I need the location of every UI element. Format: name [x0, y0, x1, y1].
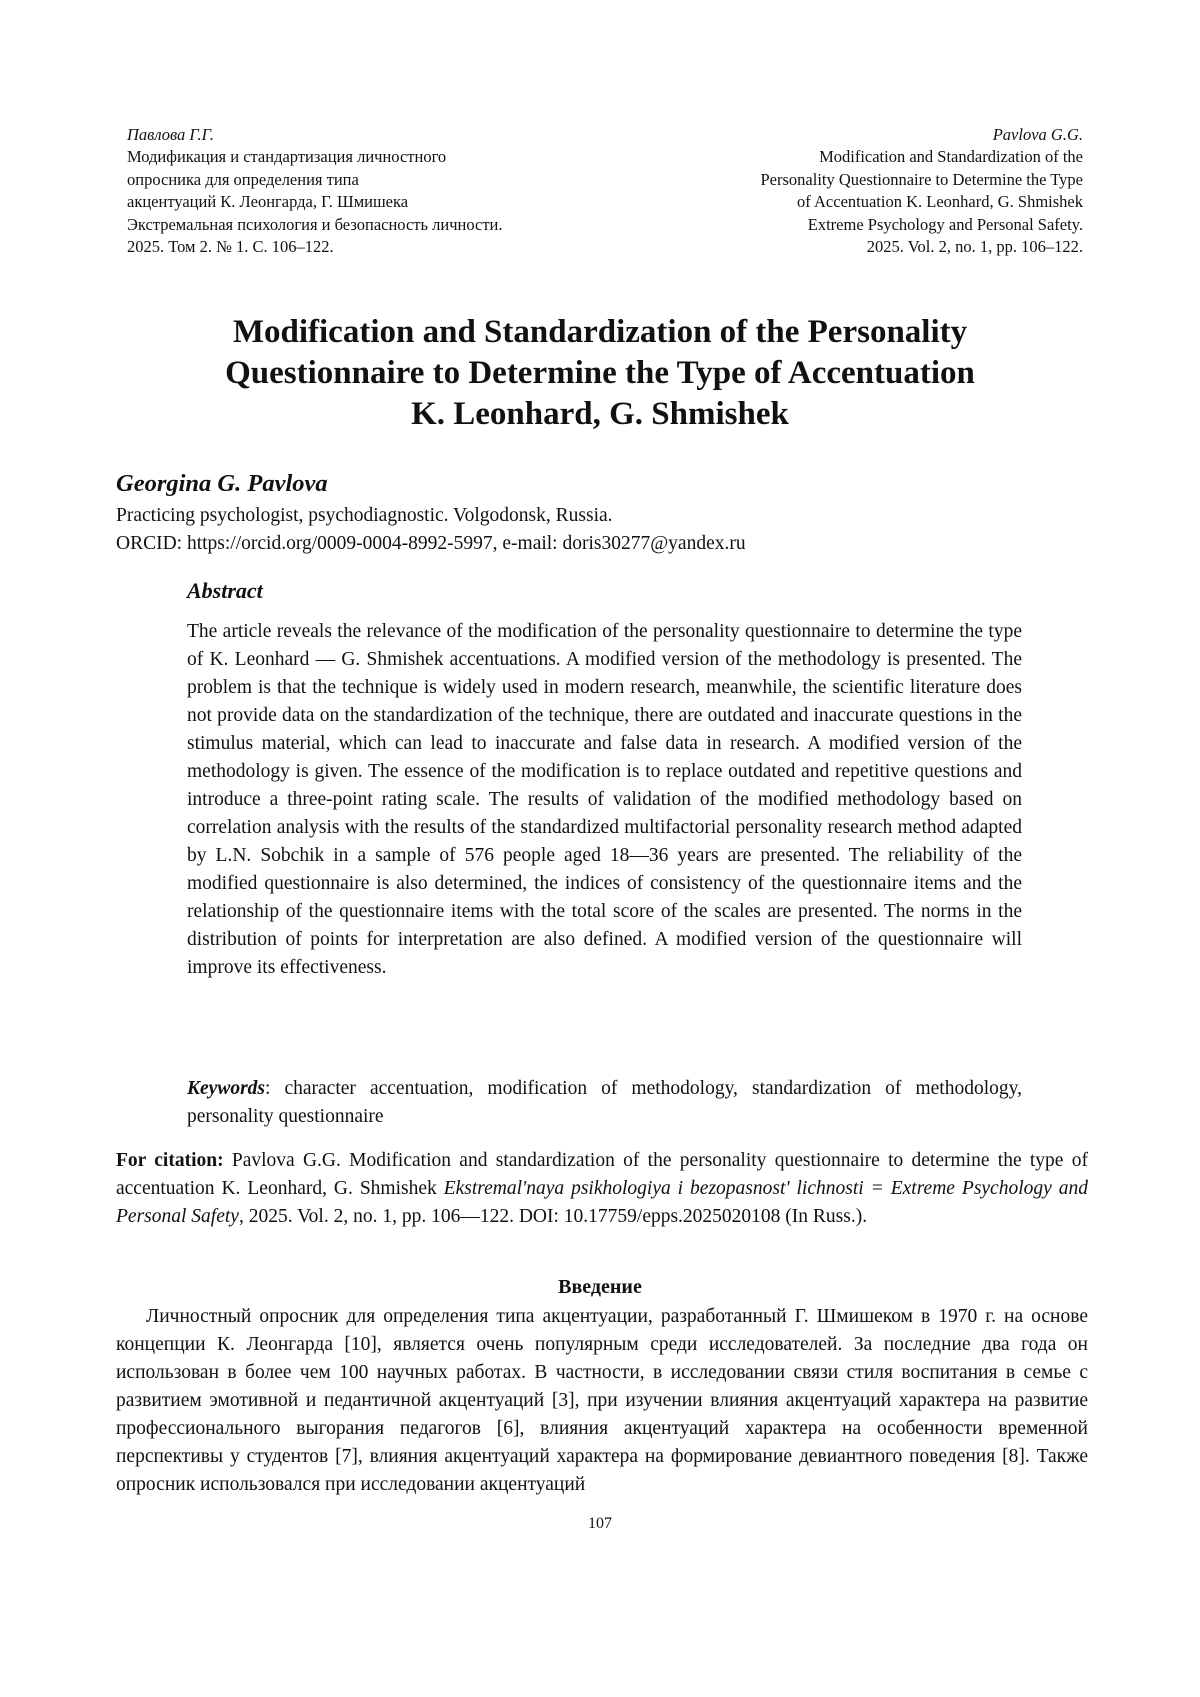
running-header-russian — [127, 124, 627, 258]
header-title-ru-line-3: акцентуаций К. Леонгарда, Г. Шмишека — [127, 192, 409, 212]
abstract-heading: Abstract — [187, 578, 263, 603]
author-orcid-email: ORCID: https://orcid.org/0009-0004-8992-5997, e-mail: doris30277@yandex.ru — [116, 533, 746, 554]
header-title-ru-line-1: Модификация и стандартизация личностного — [127, 147, 447, 167]
author-name: Georgina G. Pavlova — [116, 470, 328, 497]
header-journal-ru: Экстремальная психология и безопасность личности. — [127, 214, 503, 234]
header-title-en-line-1: Modification and Standardization of the — [819, 147, 1083, 167]
author-affiliation: Practicing psychologist, psychodiagnostic. Volgodonsk, Russia. — [116, 505, 613, 526]
header-author-ru: Павлова Г.Г. — [127, 125, 214, 144]
section-heading-introduction: Введение — [558, 1276, 642, 1298]
citation-text-1: Pavlova G.G. Modification and standardization of the personality questionnaire to determine the type of accentuation K. Leonhard, G. Shmishek — [116, 1150, 1088, 1199]
keywords — [187, 1075, 1022, 1131]
page-number: 107 — [588, 1515, 612, 1532]
header-author-en: Pavlova G.G. — [992, 125, 1083, 144]
citation-label: For citation: — [116, 1150, 224, 1171]
header-journal-en: Extreme Psychology and Personal Safety. — [807, 214, 1083, 234]
running-header-english — [620, 124, 1083, 258]
abstract-text: The article reveals the relevance of the modification of the personality questionnaire to determine the type of K. Leonhard — G. Shmishek accentuations. A modified version of the methodology is presented. The problem is that the technique is widely used in modern research, meanwhile, the scientific literature does not provide data on the standardization of the technique, there are outdated and inaccurate questions in the stimulus material, which can lead to inaccurate and false data in research. A modified version of the methodology is given. The essence of the modification is to replace outdated and repetitive questions and introduce a three-point rating scale. The results of validation of the modified methodology based on correlation analysis with the results of the standardized multifactorial personality research method adapted by L.N. Sobchik in a sample of 576 people aged 18—36 years are presented. The reliability of the modified questionnaire is also determined, the indices of consistency of the questionnaire items and the relationship of the questionnaire items with the total score of the scales are presented. The norms in the distribution of points for interpretation are also defined. A modified version of the questionnaire will improve its effectiveness. — [187, 621, 1022, 978]
header-issue-en: 2025. Vol. 2, no. 1, pp. 106–122. — [866, 237, 1083, 257]
header-title-en-line-3: of Accentuation K. Leonhard, G. Shmishek — [797, 192, 1083, 212]
keywords-text: : character accentuation, modification of methodology, standardization of methodology, personality questionnaire — [187, 1078, 1022, 1127]
citation-text-2: , 2025. Vol. 2, no. 1, pp. 106—122. DOI: 10.17759/epps.2025020108 (In Russ.). — [238, 1206, 868, 1227]
article-title-line-2: Questionnaire to Determine the Type of Accentuation — [225, 355, 975, 391]
introduction-paragraph: Личностный опросник для определения типа акцентуации, разработанный Г. Шмишеком в 1970 г. на основе концепции К. Леонгарда [10], является очень популярным среди исследователей. За последние два года он использован в более чем 100 научных работах. В частности, в исследовании связи стиля воспитания в семье с развитием эмотивной и педантичной акцентуаций [3], при изучении влияния акцентуаций характера на развитие профессионального выгорания педагогов [6], влияния акцентуаций характера на особенности временной перспективы у студентов [7], влияния акцентуаций характера на формирование девиантного поведения [8]. Также опросник использовался при исследовании акцентуаций — [116, 1306, 1088, 1495]
header-title-en-line-2: Personality Questionnaire to Determine the Type — [760, 169, 1083, 189]
author-affiliation-block — [116, 502, 746, 558]
citation-journal: Ekstremal'naya psikhologiya i bezopasnost' lichnosti = Extreme Psychology and Personal Safety — [116, 1178, 1088, 1227]
header-issue-ru: 2025. Том 2. № 1. С. 106–122. — [127, 237, 334, 257]
header-title-ru-line-2: опросника для определения типа — [127, 169, 359, 189]
article-title — [120, 312, 1080, 435]
article-title-line-3: K. Leonhard, G. Shmishek — [411, 396, 789, 432]
article-title-line-1: Modification and Standardization of the Personality — [232, 314, 968, 350]
citation — [116, 1147, 1088, 1231]
keywords-label: Keywords — [187, 1078, 265, 1099]
